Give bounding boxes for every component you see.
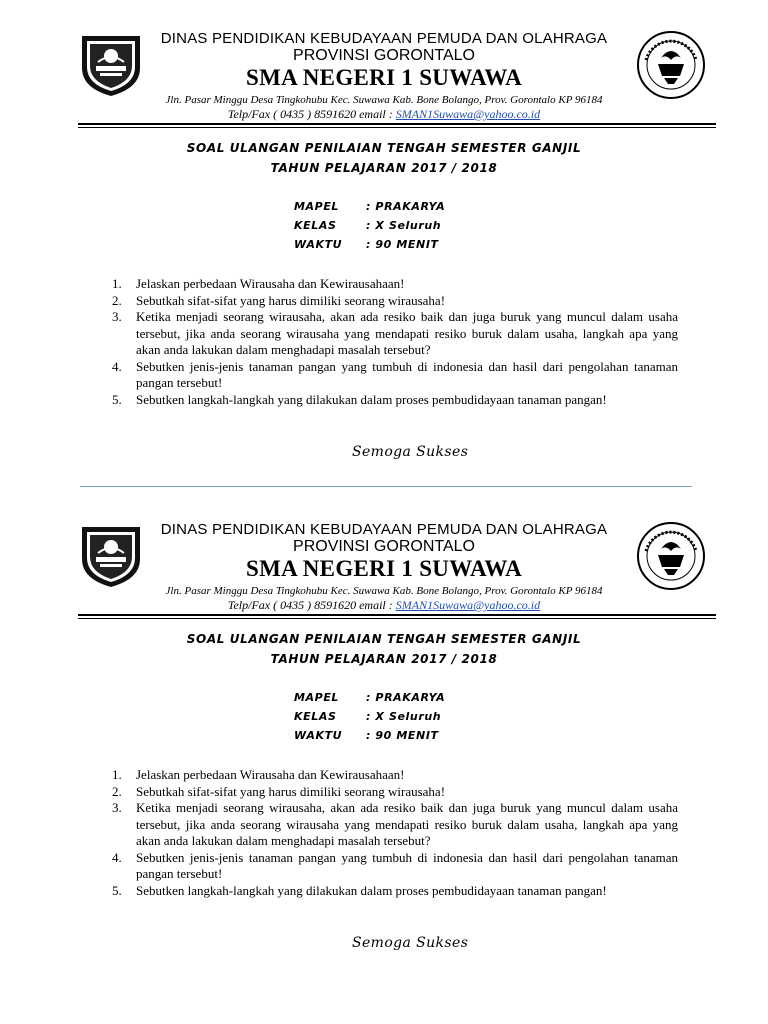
meta-mapel [294,691,445,704]
meta-waktu [294,238,439,251]
question-item [112,767,678,784]
meta-mapel [294,200,445,213]
exam-title: SOAL ULANGAN PENILAIAN TENGAH SEMESTER GANJIL [186,141,582,155]
meta-kelas-label: KELAS [294,219,337,232]
question-text: Ketika menjadi seorang wirausaha, akan ada resiko baik dan juga buruk yang muncul dalam usaha tersebut, jika anda seorang wirausaha yang mendapati resiko buruk dalam usaha, langkah apa yang akan anda lakukan dalam menghadapi masalah tersebut? [136,800,678,848]
question-item [112,276,678,293]
question-number: 3. [112,800,122,815]
meta-mapel-value: : PRAKARYA [366,691,446,704]
meta-kelas [294,710,441,723]
question-item [112,850,678,883]
question-item [112,309,678,359]
meta-waktu-value: : 90 MENIT [366,729,439,742]
question-text: Sebutken langkah-langkah yang dilakukan dalam proses pembudidayaan tanaman pangan! [136,882,607,898]
question-text: Sebutken langkah-langkah yang dilakukan dalam proses pembudidayaan tanaman pangan! [136,391,607,407]
meta-waktu-value: : 90 MENIT [366,238,439,251]
exam-sheet-bottom [0,513,768,1003]
closing-text: Semoga Sukses [352,444,469,460]
question-item [112,392,678,409]
question-text: Sebutken jenis-jenis tanaman pangan yang tumbuh di indonesia dan hasil dari pengolahan tanaman pangan tersebut! [136,849,678,881]
question-number: 2. [112,783,122,799]
contact-phone: Telp/Fax ( 0435 ) 8591620 email : [227,598,396,612]
exam-title: SOAL ULANGAN PENILAIAN TENGAH SEMESTER GANJIL [186,632,582,646]
meta-mapel-label: MAPEL [294,691,340,704]
question-number: 2. [112,292,122,308]
question-number: 4. [112,849,122,865]
question-number: 1. [112,276,122,291]
school-address: Jln. Pasar Minggu Desa Tingkohubu Kec. Suwawa Kab. Bone Bolango, Prov. Gorontalo KP 96184 [165,94,603,106]
school-name: SMA NEGERI 1 SUWAWA [245,65,522,90]
question-list [112,276,678,408]
meta-kelas-value: : X Seluruh [366,710,442,723]
question-item [112,883,678,900]
agency-name: DINAS PENDIDIKAN KEBUDAYAAN PEMUDA DAN OLAHRAGA [160,521,608,538]
province-name: PROVINSI GORONTALO [293,538,475,555]
header-divider-thin [78,618,716,619]
question-number: 1. [112,767,122,782]
question-text: Jelaskan perbedaan Wirausaha dan Kewirausahaan! [136,767,405,782]
question-item [112,800,678,850]
exam-year: TAHUN PELAJARAN 2017 / 2018 [270,161,498,175]
school-contact [0,598,768,613]
meta-waktu-label: WAKTU [294,729,343,742]
question-text: Jelaskan perbedaan Wirausaha dan Kewirausahaan! [136,276,405,291]
school-address: Jln. Pasar Minggu Desa Tingkohubu Kec. Suwawa Kab. Bone Bolango, Prov. Gorontalo KP 96184 [165,585,603,597]
question-item [112,359,678,392]
header-divider-thin [78,127,716,128]
question-number: 5. [112,882,122,898]
question-list [112,767,678,899]
question-text: Sebutkah sifat-sifat yang harus dimiliki seorang wirausaha! [136,783,446,799]
header-divider [78,614,716,616]
question-text: Ketika menjadi seorang wirausaha, akan ada resiko baik dan juga buruk yang muncul dalam usaha tersebut, jika anda seorang wirausaha yang mendapati resiko buruk dalam usaha, langkah apa yang akan anda lakukan dalam menghadapi masalah tersebut? [136,309,678,357]
meta-kelas-label: KELAS [294,710,337,723]
agency-name: DINAS PENDIDIKAN KEBUDAYAAN PEMUDA DAN OLAHRAGA [160,30,608,47]
question-number: 5. [112,391,122,407]
exam-year: TAHUN PELAJARAN 2017 / 2018 [270,652,498,666]
question-text: Sebutken jenis-jenis tanaman pangan yang tumbuh di indonesia dan hasil dari pengolahan tanaman pangan tersebut! [136,358,678,390]
meta-waktu [294,729,439,742]
question-number: 3. [112,309,122,324]
email-link[interactable]: SMAN1Suwawa@yahoo.co.id [395,598,541,612]
sheet-separator [80,486,692,487]
closing-text: Semoga Sukses [352,935,469,951]
province-name: PROVINSI GORONTALO [293,47,475,64]
meta-kelas [294,219,441,232]
meta-mapel-label: MAPEL [294,200,340,213]
school-name: SMA NEGERI 1 SUWAWA [245,556,522,581]
question-number: 4. [112,358,122,374]
email-link[interactable]: SMAN1Suwawa@yahoo.co.id [395,107,541,121]
question-text: Sebutkah sifat-sifat yang harus dimiliki seorang wirausaha! [136,292,446,308]
exam-sheet-top [0,22,768,512]
header-divider [78,123,716,125]
meta-mapel-value: : PRAKARYA [366,200,446,213]
meta-waktu-label: WAKTU [294,238,343,251]
contact-phone: Telp/Fax ( 0435 ) 8591620 email : [227,107,396,121]
question-item [112,293,678,310]
meta-kelas-value: : X Seluruh [366,219,442,232]
question-item [112,784,678,801]
school-contact [0,107,768,122]
